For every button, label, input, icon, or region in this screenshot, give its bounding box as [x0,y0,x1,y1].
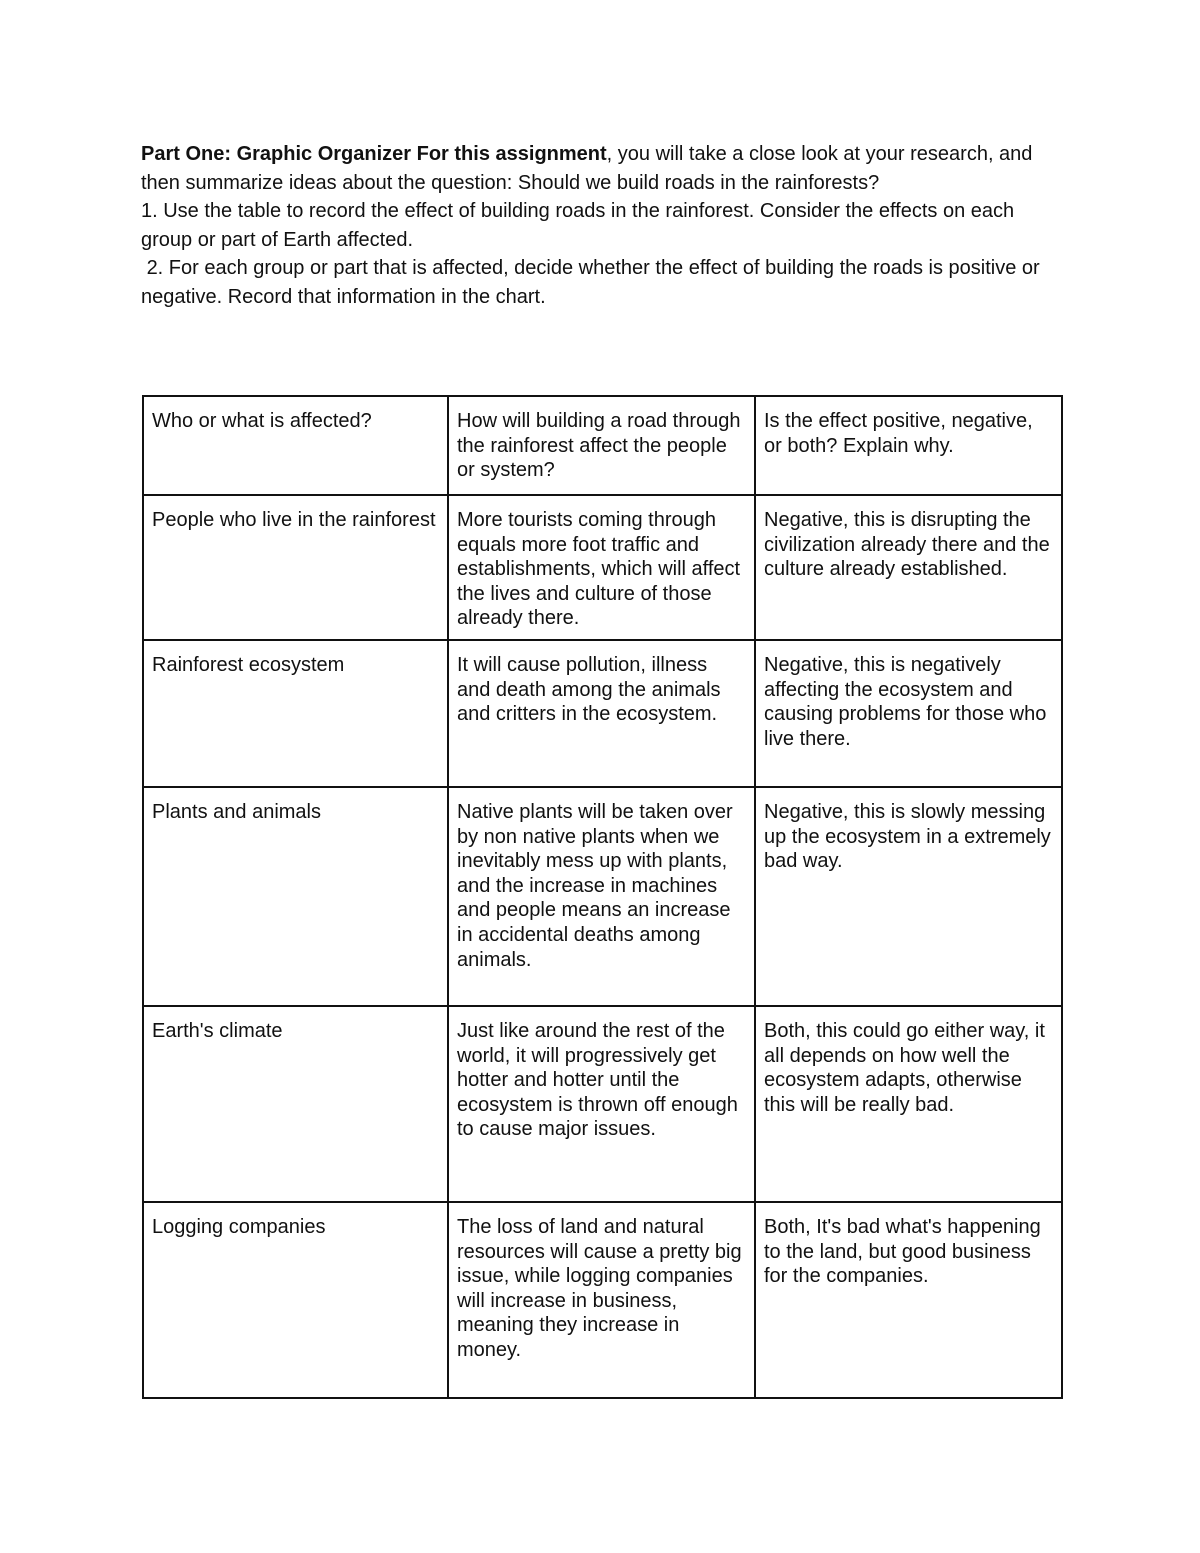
table-row [143,787,1062,1006]
table-row [143,1202,1062,1398]
table-cell: Negative, this is disrupting the civilization already there and the culture already established. [755,495,1062,640]
instructions [141,140,1061,311]
table-cell: Negative, this is negatively affecting the ecosystem and causing problems for those who live there. [755,640,1062,787]
table-cell: Both, this could go either way, it all depends on how well the ecosystem adapts, otherwise this will be really bad. [755,1006,1062,1202]
header-cell-affected: Who or what is affected? [143,396,448,495]
instruction-step-2: 2. For each group or part that is affected, decide whether the effect of building the roads is positive or negative. Record that information in the chart. [141,257,1046,308]
intro-paragraph [141,140,1061,197]
table-row [143,1006,1062,1202]
header-cell-effect: How will building a road through the rainforest affect the people or system? [448,396,755,495]
table-cell: Earth's climate [143,1006,448,1202]
table-cell: More tourists coming through equals more foot traffic and establishments, which will affect the lives and culture of those already there. [448,495,755,640]
table-row [143,640,1062,787]
instruction-step-1: 1. Use the table to record the effect of building roads in the rainforest. Consider the effects on each group or part of Earth affected. [141,200,1020,251]
graphic-organizer-table [142,395,1063,1399]
table-cell: People who live in the rainforest [143,495,448,640]
table-cell: It will cause pollution, illness and death among the animals and critters in the ecosystem. [448,640,755,787]
table-cell: Logging companies [143,1202,448,1398]
header-cell-positive-negative: Is the effect positive, negative, or both? Explain why. [755,396,1062,495]
table-cell: Just like around the rest of the world, it will progressively get hotter and hotter until the ecosystem is thrown off enough to cause major issues. [448,1006,755,1202]
table-cell: Plants and animals [143,787,448,1006]
table-row [143,495,1062,640]
table-cell: Native plants will be taken over by non native plants when we inevitably mess up with plants, and the increase in machines and people means an increase in accidental deaths among animals. [448,787,755,1006]
table-header-row [143,396,1062,495]
table-cell: Both, It's bad what's happening to the land, but good business for the companies. [755,1202,1062,1398]
table-cell: The loss of land and natural resources will cause a pretty big issue, while logging companies will increase in business, meaning they increase in money. [448,1202,755,1398]
intro-question: , you will take a close look at your research, and then summarize ideas about the question: Should we build roads in the rainforests? [141,143,1038,194]
table-cell: Rainforest ecosystem [143,640,448,787]
assignment-heading: Part One: Graphic Organizer For this assignment [141,143,607,165]
table-cell: Negative, this is slowly messing up the ecosystem in a extremely bad way. [755,787,1062,1006]
